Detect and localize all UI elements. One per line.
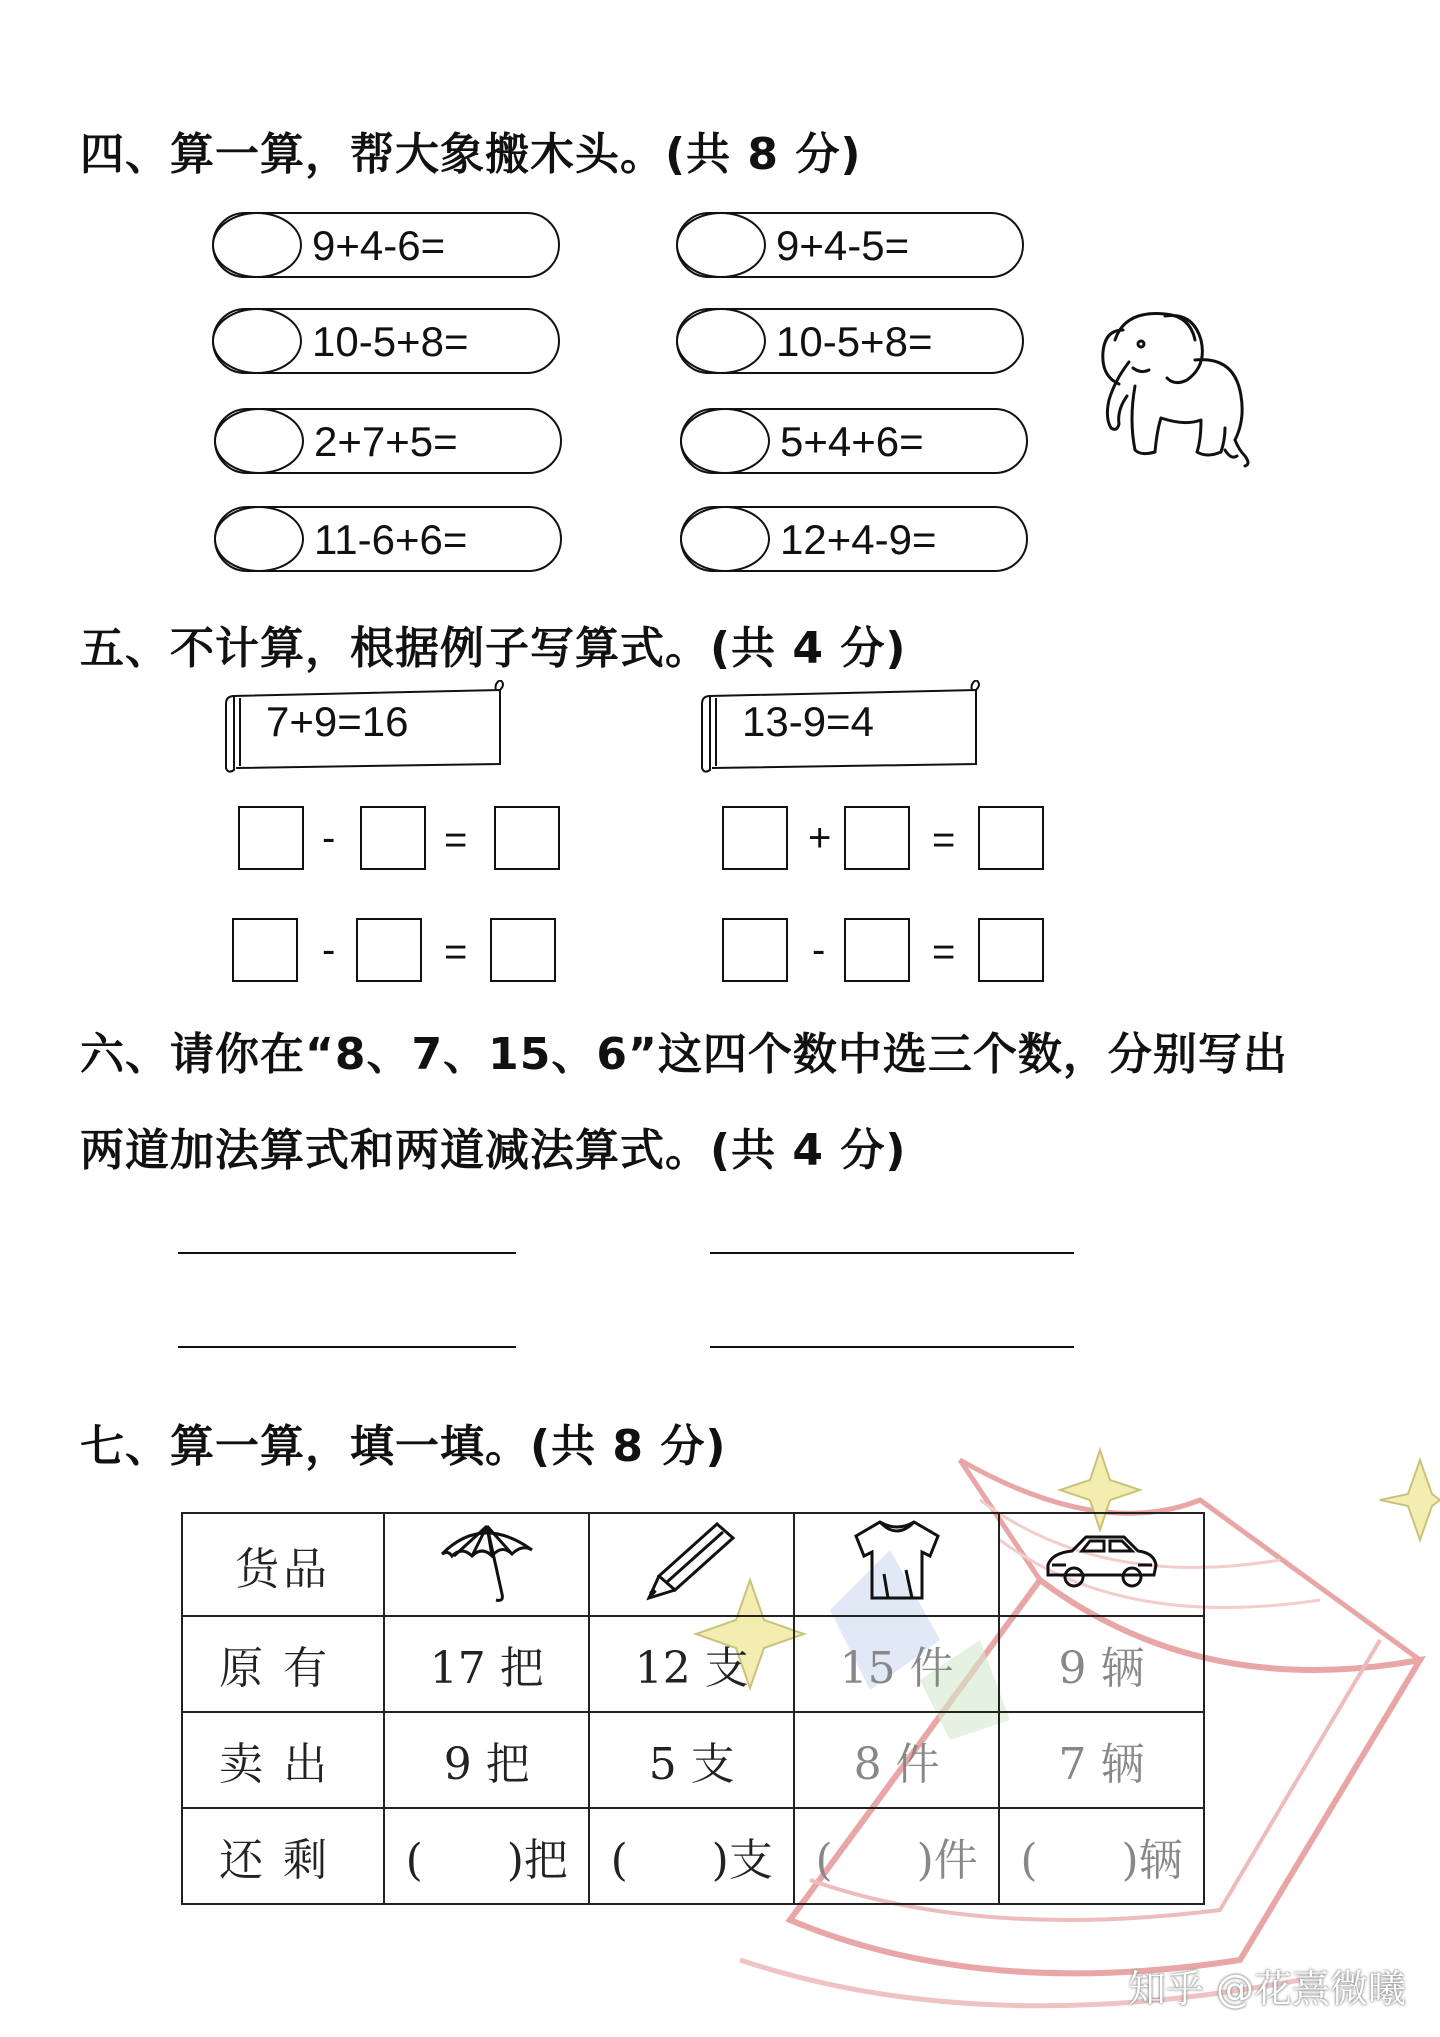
answer-box[interactable] — [356, 918, 422, 982]
answer-line[interactable] — [178, 1346, 516, 1348]
answer-oval[interactable] — [214, 506, 304, 572]
example-scroll-left — [222, 680, 506, 774]
answer-oval[interactable] — [212, 308, 302, 374]
answer-box[interactable] — [722, 806, 788, 870]
equation-log-3 — [214, 408, 562, 474]
equation-log-4 — [214, 506, 562, 572]
answer-cell[interactable]: ( )支 — [589, 1808, 794, 1904]
watermark: 知乎 @花熹微曦 — [1127, 1967, 1406, 2011]
equation-log-6 — [676, 308, 1024, 374]
table-cell: 12 支 — [589, 1616, 794, 1712]
answer-oval[interactable] — [214, 408, 304, 474]
equation-text: 11-6+6= — [314, 516, 468, 563]
equation-log-8 — [680, 506, 1028, 572]
equals-sign: = — [932, 818, 956, 862]
answer-oval[interactable] — [680, 506, 770, 572]
answer-box[interactable] — [844, 918, 910, 982]
example-equation: 13-9=4 — [742, 698, 874, 745]
answer-oval[interactable] — [680, 408, 770, 474]
equals-sign: = — [932, 930, 956, 974]
section-6-title-line2: 两道加法算式和两道减法算式。(共 4 分) — [80, 1125, 907, 1176]
pencil-icon — [589, 1513, 794, 1616]
answer-box[interactable] — [360, 806, 426, 870]
section-7-title: 七、算一算，填一填。(共 8 分) — [80, 1421, 727, 1472]
equation-text: 10-5+8= — [312, 318, 469, 365]
answer-oval[interactable] — [212, 212, 302, 278]
example-scroll-right — [698, 680, 982, 774]
row-label: 卖出 — [182, 1712, 384, 1808]
section-6-title-line1: 六、请你在“8、7、15、6”这四个数中选三个数，分别写出 — [80, 1029, 1288, 1080]
section-4-title: 四、算一算，帮大象搬木头。(共 8 分) — [80, 129, 862, 180]
answer-box[interactable] — [722, 918, 788, 982]
table-cell: 5 支 — [589, 1712, 794, 1808]
goods-label: 货品 — [182, 1513, 384, 1616]
goods-table — [181, 1512, 1205, 1905]
table-cell: 15 件 — [794, 1616, 999, 1712]
answer-box[interactable] — [238, 806, 304, 870]
answer-box[interactable] — [844, 806, 910, 870]
table-row-original — [182, 1616, 1204, 1712]
table-cell: 8 件 — [794, 1712, 999, 1808]
minus-sign: - — [322, 816, 336, 860]
umbrella-icon — [384, 1513, 589, 1616]
equation-text: 5+4+6= — [780, 418, 924, 465]
answer-box[interactable] — [978, 918, 1044, 982]
answer-cell[interactable]: ( )辆 — [999, 1808, 1204, 1904]
example-equation: 7+9=16 — [266, 698, 409, 745]
answer-oval[interactable] — [676, 308, 766, 374]
table-cell: 17 把 — [384, 1616, 589, 1712]
equation-log-1 — [212, 212, 560, 278]
elephant-icon — [1075, 300, 1255, 480]
plus-sign: + — [808, 816, 832, 860]
table-cell: 7 辆 — [999, 1712, 1204, 1808]
equation-text: 2+7+5= — [314, 418, 458, 465]
row-label: 原有 — [182, 1616, 384, 1712]
answer-line[interactable] — [710, 1252, 1074, 1254]
table-cell: 9 辆 — [999, 1616, 1204, 1712]
answer-cell[interactable]: ( )把 — [384, 1808, 589, 1904]
answer-box[interactable] — [232, 918, 298, 982]
section-5-title: 五、不计算，根据例子写算式。(共 4 分) — [80, 623, 907, 674]
table-row-sold — [182, 1712, 1204, 1808]
equals-sign: = — [444, 930, 468, 974]
answer-box[interactable] — [494, 806, 560, 870]
minus-sign: - — [812, 928, 826, 972]
table-header-row — [182, 1513, 1204, 1616]
equals-sign: = — [444, 818, 468, 862]
equation-log-2 — [212, 308, 560, 374]
answer-line[interactable] — [178, 1252, 516, 1254]
equation-log-7 — [680, 408, 1028, 474]
table-row-remaining — [182, 1808, 1204, 1904]
minus-sign: - — [322, 928, 336, 972]
equation-text: 9+4-6= — [312, 222, 446, 269]
equation-text: 12+4-9= — [780, 516, 937, 563]
equation-text: 10-5+8= — [776, 318, 933, 365]
answer-cell[interactable]: ( )件 — [794, 1808, 999, 1904]
equation-text: 9+4-5= — [776, 222, 910, 269]
answer-oval[interactable] — [676, 212, 766, 278]
car-icon — [999, 1513, 1204, 1616]
shirt-icon — [794, 1513, 999, 1616]
table-cell: 9 把 — [384, 1712, 589, 1808]
answer-box[interactable] — [978, 806, 1044, 870]
equation-log-5 — [676, 212, 1024, 278]
row-label: 还剩 — [182, 1808, 384, 1904]
answer-line[interactable] — [710, 1346, 1074, 1348]
answer-box[interactable] — [490, 918, 556, 982]
